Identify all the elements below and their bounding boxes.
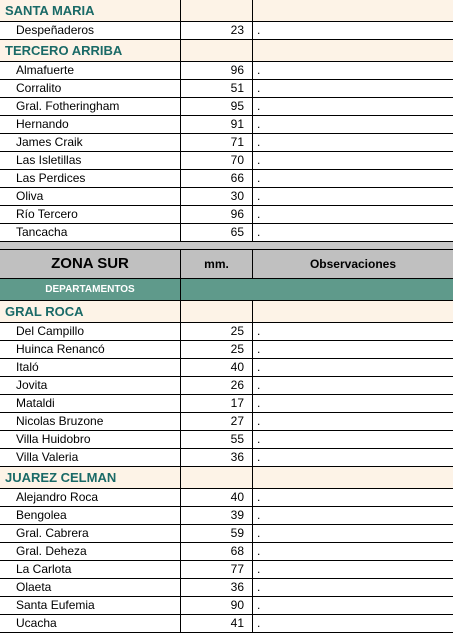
locality-cell[interactable]: Olaeta	[0, 579, 181, 596]
mm-cell[interactable]: 39	[181, 507, 253, 524]
mm-cell[interactable]: 65	[181, 224, 253, 241]
zone-header-row[interactable]	[0, 250, 453, 279]
locality-cell[interactable]: La Carlota	[0, 561, 181, 578]
locality-cell[interactable]: Nicolas Bruzone	[0, 413, 181, 430]
locality-cell[interactable]: Villa Valeria	[0, 449, 181, 466]
observations-cell[interactable]: .	[257, 490, 261, 504]
mm-cell[interactable]: 40	[181, 489, 253, 506]
locality-cell[interactable]: Oliva	[0, 188, 181, 205]
table-row[interactable]	[0, 341, 453, 359]
observations-cell[interactable]: .	[257, 207, 261, 221]
mm-cell[interactable]: 41	[181, 615, 253, 632]
table-row[interactable]	[0, 80, 453, 98]
locality-cell[interactable]: Gral. Deheza	[0, 543, 181, 560]
table-row[interactable]	[0, 98, 453, 116]
locality-cell[interactable]: Alejandro Roca	[0, 489, 181, 506]
observations-cell[interactable]: .	[257, 598, 261, 612]
table-row[interactable]	[0, 359, 453, 377]
observations-cell[interactable]: .	[257, 23, 261, 37]
observations-cell[interactable]: .	[257, 63, 261, 77]
locality-cell[interactable]: Río Tercero	[0, 206, 181, 223]
observations-cell[interactable]: .	[257, 526, 261, 540]
observations-cell[interactable]: .	[257, 171, 261, 185]
locality-cell[interactable]: Italó	[0, 359, 181, 376]
section-separator	[0, 242, 453, 250]
mm-cell[interactable]: 25	[181, 323, 253, 340]
locality-cell[interactable]: Villa Huidobro	[0, 431, 181, 448]
table-row[interactable]	[0, 449, 453, 467]
section-header-juarez-celman[interactable]	[0, 467, 453, 489]
observations-cell[interactable]: .	[257, 432, 261, 446]
locality-cell[interactable]: Despeñaderos	[0, 22, 181, 39]
mm-cell[interactable]: 71	[181, 134, 253, 151]
table-row[interactable]	[0, 206, 453, 224]
locality-cell[interactable]: Jovita	[0, 377, 181, 394]
mm-cell[interactable]: 59	[181, 525, 253, 542]
mm-cell[interactable]: 17	[181, 395, 253, 412]
locality-cell[interactable]: Almafuerte	[0, 62, 181, 79]
table-row[interactable]	[0, 597, 453, 615]
locality-cell[interactable]: Del Campillo	[0, 323, 181, 340]
mm-cell[interactable]: 95	[181, 98, 253, 115]
observations-cell[interactable]: .	[257, 562, 261, 576]
section-name: JUAREZ CELMAN	[0, 467, 181, 488]
observations-cell[interactable]: .	[257, 117, 261, 131]
table-row[interactable]	[0, 525, 453, 543]
observations-cell[interactable]: .	[257, 342, 261, 356]
mm-cell[interactable]: 96	[181, 206, 253, 223]
table-row[interactable]	[0, 134, 453, 152]
observations-cell[interactable]: .	[257, 99, 261, 113]
departments-header-row[interactable]	[0, 279, 453, 301]
table-row[interactable]	[0, 152, 453, 170]
observations-cell[interactable]: .	[257, 360, 261, 374]
locality-cell[interactable]: Las Isletillas	[0, 152, 181, 169]
mm-cell[interactable]: 91	[181, 116, 253, 133]
observations-cell[interactable]: .	[257, 508, 261, 522]
mm-cell[interactable]: 36	[181, 449, 253, 466]
mm-cell[interactable]: 25	[181, 341, 253, 358]
mm-cell[interactable]: 40	[181, 359, 253, 376]
observations-cell[interactable]: .	[257, 616, 261, 630]
mm-cell[interactable]: 27	[181, 413, 253, 430]
table-row[interactable]	[0, 62, 453, 80]
observations-cell[interactable]: .	[257, 153, 261, 167]
section-name: GRAL ROCA	[0, 301, 181, 322]
table-row[interactable]	[0, 188, 453, 206]
table-row[interactable]	[0, 377, 453, 395]
table-row[interactable]	[0, 116, 453, 134]
locality-cell[interactable]: Ucacha	[0, 615, 181, 632]
observations-cell[interactable]: .	[257, 189, 261, 203]
mm-cell[interactable]: 66	[181, 170, 253, 187]
locality-cell[interactable]: Corralito	[0, 80, 181, 97]
mm-cell[interactable]: 77	[181, 561, 253, 578]
table-row[interactable]	[0, 170, 453, 188]
mm-cell[interactable]: 51	[181, 80, 253, 97]
departments-label: DEPARTAMENTOS	[0, 279, 181, 300]
locality-cell[interactable]: Bengolea	[0, 507, 181, 524]
table-row[interactable]	[0, 413, 453, 431]
observations-cell[interactable]: .	[257, 450, 261, 464]
table-row[interactable]	[0, 395, 453, 413]
table-row[interactable]	[0, 22, 453, 40]
mm-cell[interactable]: 96	[181, 62, 253, 79]
table-row[interactable]	[0, 561, 453, 579]
table-row[interactable]	[0, 323, 453, 341]
section-name: TERCERO ARRIBA	[0, 40, 181, 61]
table-row[interactable]	[0, 615, 453, 633]
locality-cell[interactable]: Gral. Fotheringham	[0, 98, 181, 115]
mm-cell[interactable]: 30	[181, 188, 253, 205]
locality-cell[interactable]: Santa Eufemia	[0, 597, 181, 614]
locality-cell[interactable]: Huinca Renancó	[0, 341, 181, 358]
mm-column-header: mm.	[181, 250, 253, 278]
zone-title: ZONA SUR	[0, 250, 181, 278]
mm-cell[interactable]: 70	[181, 152, 253, 169]
observations-cell[interactable]: .	[257, 414, 261, 428]
mm-cell[interactable]: 36	[181, 579, 253, 596]
observations-cell[interactable]: .	[257, 544, 261, 558]
table-row[interactable]	[0, 489, 453, 507]
mm-cell[interactable]: 23	[181, 22, 253, 39]
table-row[interactable]	[0, 543, 453, 561]
observations-cell[interactable]: .	[257, 378, 261, 392]
locality-cell[interactable]: Las Perdices	[0, 170, 181, 187]
observations-cell[interactable]: .	[257, 225, 261, 239]
observations-cell[interactable]: .	[257, 135, 261, 149]
observations-cell[interactable]: .	[257, 580, 261, 594]
locality-cell[interactable]: Mataldi	[0, 395, 181, 412]
section-name: SANTA MARIA	[0, 0, 181, 21]
mm-cell[interactable]: 90	[181, 597, 253, 614]
section-header-santa-maria[interactable]	[0, 0, 453, 22]
locality-cell[interactable]: Tancacha	[0, 224, 181, 241]
table-row[interactable]	[0, 507, 453, 525]
mm-cell[interactable]: 26	[181, 377, 253, 394]
mm-cell[interactable]: 68	[181, 543, 253, 560]
table-row[interactable]	[0, 579, 453, 597]
observations-cell[interactable]: .	[257, 81, 261, 95]
observations-column-header: Observaciones	[309, 257, 397, 271]
section-header-gral-roca[interactable]	[0, 301, 453, 323]
table-row[interactable]	[0, 431, 453, 449]
section-header-tercero-arriba[interactable]	[0, 40, 453, 62]
table-row[interactable]	[0, 224, 453, 242]
locality-cell[interactable]: James Craik	[0, 134, 181, 151]
locality-cell[interactable]: Hernando	[0, 116, 181, 133]
observations-cell[interactable]: .	[257, 396, 261, 410]
observations-cell[interactable]: .	[257, 324, 261, 338]
locality-cell[interactable]: Gral. Cabrera	[0, 525, 181, 542]
mm-cell[interactable]: 55	[181, 431, 253, 448]
